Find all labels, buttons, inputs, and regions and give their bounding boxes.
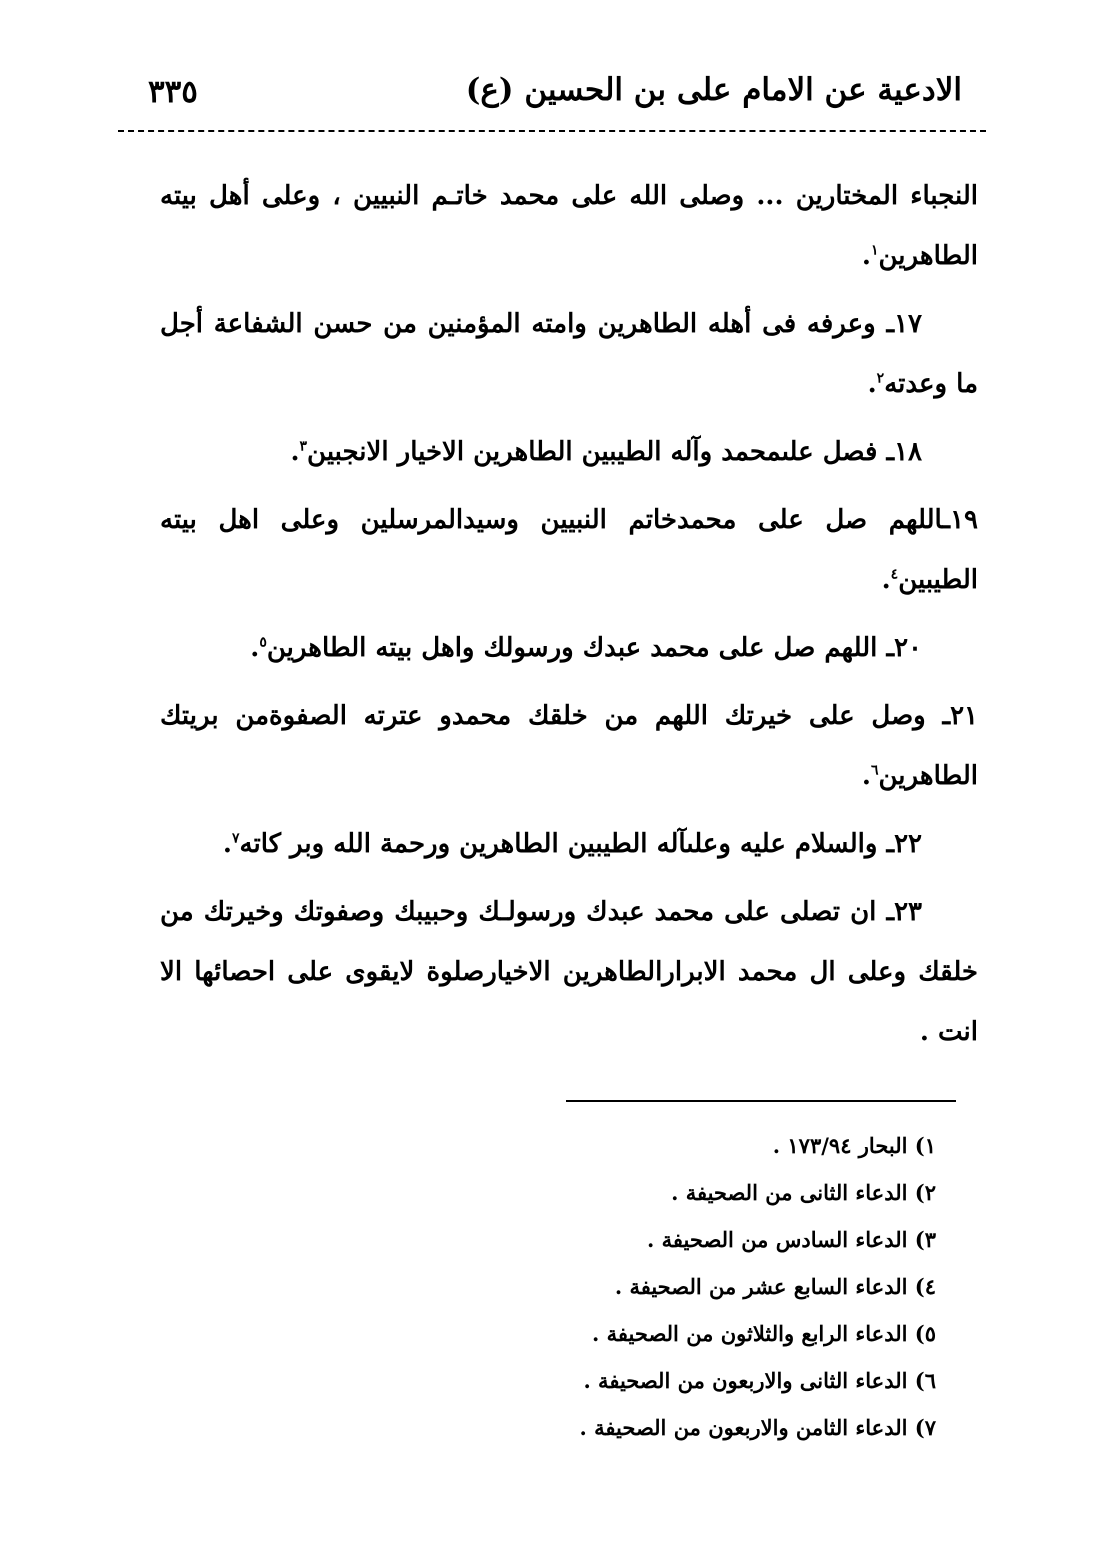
footnote-divider (566, 1100, 956, 1102)
footnote-ref: ٤ (890, 566, 899, 583)
paragraph-21: ٢١ـ وصل على خيرتك اللهم من خلقك محمدو عترته الصفوةمن بريتك الطاهرين$^٦$. (160, 701, 978, 791)
footnote-2: ٢) الدعاء الثانى من الصحيفة . (671, 1180, 936, 1205)
paragraph-16: النجباء المختارين ... وصلى الله على محمد خاتـم النبيين ، وعلى أهل بيته الطاهرين$^١$. (160, 181, 978, 271)
running-title: الادعية عن الامام على بن الحسين (ع) (465, 72, 962, 108)
header-divider (118, 130, 986, 132)
footnote-1: ١) البحار ١٧٣/٩٤ . (772, 1133, 936, 1158)
main-text (160, 166, 978, 1070)
paragraph-19: ١٩ـاللهم صل على محمدخاتم النبيين وسيدالمرسلين وعلى اهل بيته الطيبين$^٤$. (160, 505, 978, 595)
paragraph-23: ٢٣ـ ان تصلى على محمد عبدك ورسولـك وحبيبك وصفوتك وخيرتك من خلقك وعلى ال محمد الابرارالطاهرين الاخيارصلوة لايقوى على احصائها الا انت . (160, 897, 978, 1047)
footnote-ref: ١ (870, 242, 879, 259)
footnote-ref: ٣ (299, 438, 308, 455)
paragraph-17: ١٧ـ وعرفه فى أهله الطاهرين وامته المؤمنين من حسن الشفاعة أجل ما وعدته$^٢$. (160, 309, 978, 399)
footnote-ref: ٧ (231, 830, 240, 847)
footnote-5: ٥) الدعاء الرابع والثلاثون من الصحيفة . (592, 1321, 936, 1346)
footnote-3: ٣) الدعاء السادس من الصحيفة . (647, 1227, 936, 1252)
footnote-6: ٦) الدعاء الثانى والاربعون من الصحيفة . (583, 1368, 936, 1393)
paragraph-20: ٢٠ـ اللهم صل على محمد عبدك ورسولك واهل بيته الطاهرين$^٥$. (250, 633, 922, 663)
footnote-4: ٤) الدعاء السابع عشر من الصحيفة . (614, 1274, 936, 1299)
footnote-ref: ٦ (870, 762, 879, 779)
page-number: ٣٣٥ (148, 74, 198, 110)
paragraph-22: ٢٢ـ والسلام عليه وعلىآله الطيبين الطاهرين ورحمة الله وبر كاته$^٧$. (222, 829, 922, 859)
footnotes (336, 1122, 936, 1451)
footnote-ref: ٥ (259, 634, 267, 651)
footnote-ref: ٢ (876, 370, 885, 387)
paragraph-18: ١٨ـ فصل علىمحمد وآله الطيبين الطاهرين الاخيار الانجبين$^٣$. (290, 437, 922, 467)
footnote-7: ٧) الدعاء الثامن والاربعون من الصحيفة . (579, 1415, 936, 1440)
